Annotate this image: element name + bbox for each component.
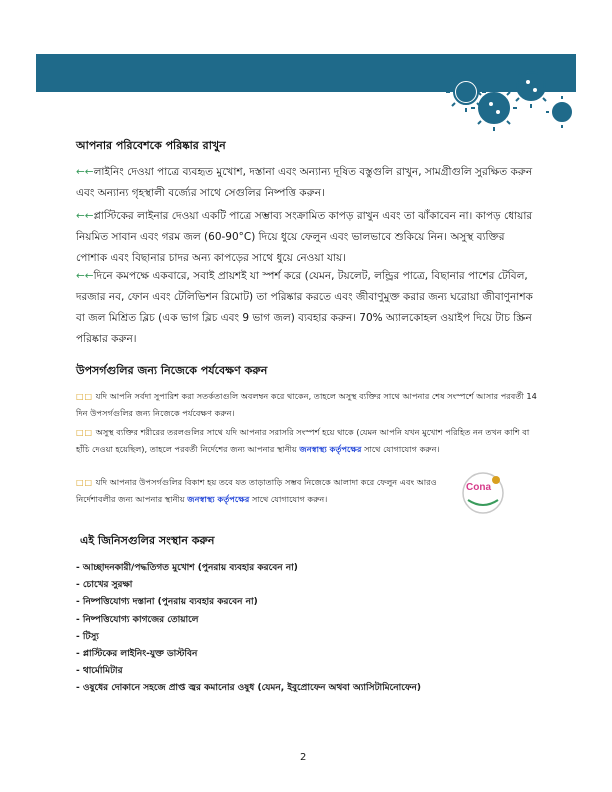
list-item: - থার্মোমিটার [76, 666, 123, 677]
public-health-authority-link[interactable]: জনস্বাস্থ্য কর্তৃপক্ষের [299, 444, 362, 454]
list-item: - টিস্যু [76, 631, 99, 642]
clean-paragraph-3: ←←দিনে কমপক্ষে একবারে, সবাই প্রায়শই যা স্পর্শ করে (যেমন, টয়লেট, লন্ড্রির পাত্রে, বিছানার পাশের টেবিল, দরজার নব, ফোন এবং টেলিভিশন রিমোট) তা পরিষ্কার করতে এবং জীবাণুমুক্ত করার জন্য ঘরোয়া জীবাণুনাশক বা জল মিশ্রিত ব্লিচ (এক ভাগ ব্লিচ এবং 9 ভাগ জল) ব্যবহার করুন। 70% অ্যালকোহল ওয়াইপ দিয়ে টাচ স্ক্রিন পরিষ্কার করুন। [76, 270, 533, 345]
list-item: - ওষুধের দোকানে সহজে প্রাপ্ত জ্বর কমানোর ওষুধ (যেমন, ইবুপ্রোফেন অথবা অ্যাসিটামিনোফেন) [76, 683, 421, 694]
supplies-list [76, 560, 421, 698]
monitor-paragraph-1: □□ যদি আপনি সর্বদা সুপারিশ করা সতর্কতাগুলি অবলম্বন করে থাকেন, তাহলে অসুস্থ ব্যক্তির সাথে আপনার শেষ সংস্পর্শে আসার পরবর্তী 14 দিন উপসর্গগুলির জন্য নিজেকে পর্যবেক্ষণ করুন। [76, 391, 537, 418]
arrow-icon: ←← [76, 210, 94, 222]
monitor-paragraph-2: □□ অসুস্থ ব্যক্তির শরীরের তরলগুলির সাথে যদি আপনার সরাসরি সংস্পর্শ হয়ে থাকে (যেমন আপনি যখন মুখোশ পরিহিত নন তখন কাশি বা হাঁচি দেওয়া হয়েছিল), তাহলে পরবর্তী নির্দেশের জন্য আপনার স্থানীয় জনস্বাস্থ্য কর্তৃপক্ষের সাথে যোগাযোগ করুন। [76, 427, 530, 454]
list-item: - আচ্ছাদনকারী/পদ্ধতিগত মুখোশ (পুনরায় ব্যবহার করবেন না) [76, 563, 298, 573]
clean-paragraph-1: ←←লাইনিং দেওয়া পাত্রে ব্যবহৃত মুখোশ, দস্তানা এবং অন্যান্য দূষিত বস্তুগুলি রাখুন, সামগ্রীগুলি সুরক্ষিত করুন এবং অন্যান্য গৃহস্থালী বর্জ্যের সাথে সেগুলির নিষ্পত্তি করুন। [76, 166, 533, 199]
logo-text: Cona [466, 482, 491, 493]
virus-decoration-icon [436, 62, 576, 134]
public-health-authority-link[interactable]: জনস্বাস্থ্য কর্তৃপক্ষের [187, 494, 250, 504]
checkbox-glyph-icon: □□ [76, 428, 94, 437]
checkbox-glyph-icon: □□ [76, 478, 94, 487]
coronavirus-logo-icon [458, 470, 508, 516]
section-title-clean-environment: আপনার পরিবেশকে পরিষ্কার রাখুন [76, 139, 226, 152]
list-item: - নিষ্পত্তিযোগ্য দস্তানা (পুনরায় ব্যবহার করবেন না) [76, 597, 258, 608]
arrow-icon: ←← [76, 166, 94, 178]
list-item: - নিষ্পত্তিযোগ্য কাগজের তোয়ালে [76, 614, 199, 625]
section-title-supplies: এই জিনিসগুলির সংস্থান করুন [80, 534, 215, 547]
list-item: - প্লাস্টিকের লাইনিং-যুক্ত ডাস্টবিন [76, 649, 198, 660]
page-number: 2 [300, 752, 307, 763]
section-title-monitor-symptoms: উপসর্গগুলির জন্য নিজেকে পর্যবেক্ষণ করুন [76, 364, 268, 377]
monitor-paragraph-3: □□ যদি আপনার উপসর্গগুলির বিকাশ হয় তবে যত তাড়াতাড়ি সম্ভব নিজেকে আলাদা করে ফেলুন এবং আরও নির্দেশাবলীর জন্য আপনার স্থানীয় জনস্বাস্থ্য কর্তৃপক্ষের সাথে যোগাযোগ করুন। [76, 477, 437, 504]
list-item: - চোখের সুরক্ষা [76, 580, 133, 591]
checkbox-glyph-icon: □□ [76, 392, 94, 401]
arrow-icon: ←← [76, 270, 94, 282]
clean-paragraph-2: ←←প্লাস্টিকের লাইনার দেওয়া একটি পাত্রে সম্ভাব্য সংক্রামিত কাপড় রাখুন এবং তা ঝাঁকাবেন না। কাপড় ধোয়ার নিয়মিত সাবান এবং গরম জল (60-90°C) দিয়ে ধুয়ে ফেলুন এবং ভালভাবে শুকিয়ে নিন। অসুস্থ ব্যক্তির পোশাক এবং বিছানার চাদর অন্য কাপড়ের সাথে ধুয়ে নেওয়া যায়। [76, 210, 533, 264]
